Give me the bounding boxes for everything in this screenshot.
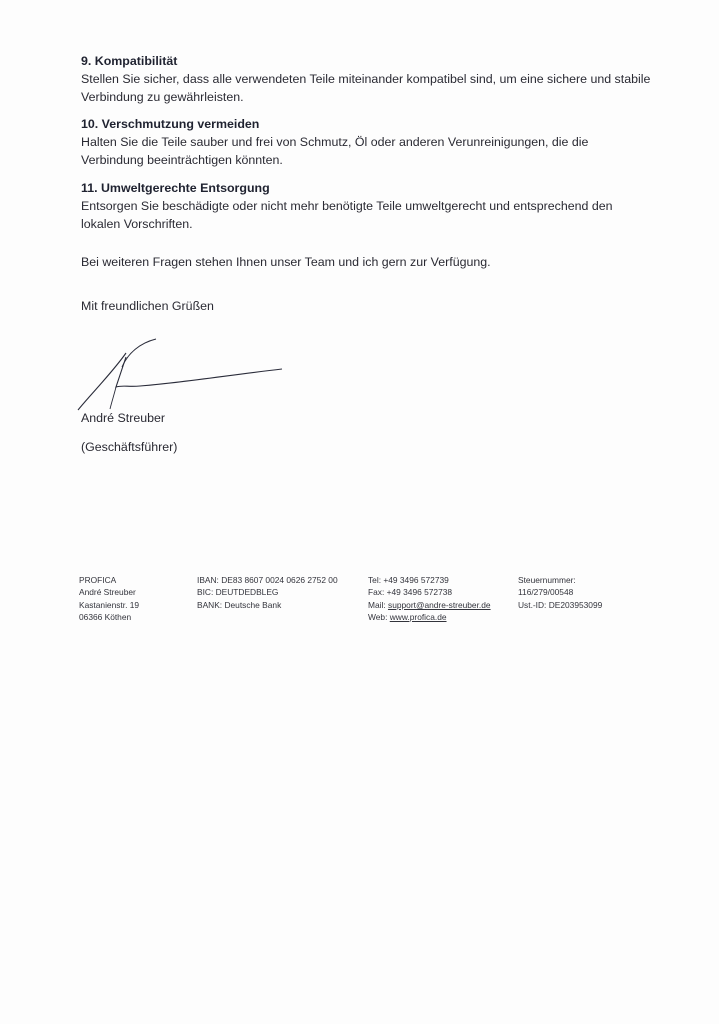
footer-tax (518, 574, 602, 611)
footer-bank (197, 574, 338, 611)
company-street: Kastanienstr. 19 (79, 599, 140, 610)
contact-web (368, 611, 491, 623)
web-link[interactable]: www.profica.de (389, 612, 447, 623)
web-label: Web: (368, 612, 390, 623)
contact-mail (368, 599, 491, 611)
bank-iban: IBAN: DE83 8607 0024 0626 2752 00 (197, 575, 338, 585)
company-name: PROFICA (79, 575, 117, 585)
contact-fax: Fax: +49 3496 572738 (368, 587, 453, 598)
mail-link[interactable]: support@andre-streuber.de (388, 599, 491, 610)
tax-vat: Ust.-ID: DE203953099 (518, 599, 603, 610)
tax-number: 116/279/00548 (518, 587, 574, 598)
section-heading: 9. Kompatibilität (81, 54, 178, 68)
company-person: André Streuber (79, 587, 136, 598)
section-avoid-dirt (81, 115, 651, 169)
section-heading: 10. Verschmutzung vermeiden (81, 117, 260, 131)
bank-name: BANK: Deutsche Bank (197, 599, 282, 610)
mail-label: Mail: (368, 599, 389, 610)
tax-label: Steuernummer: (518, 575, 576, 585)
section-compatibility (81, 52, 651, 106)
company-city: 06366 Köthen (79, 612, 132, 623)
section-heading: 11. Umweltgerechte Entsorgung (81, 181, 270, 195)
signer-role: (Geschäftsführer) (81, 440, 178, 454)
section-body: Stellen Sie sicher, dass alle verwendeten Teile miteinander kompatibel sind, um eine sichere und stabile Verbindung zu gewährleisten. (81, 72, 651, 104)
footer-company (79, 574, 139, 624)
section-disposal (81, 179, 651, 233)
signer-name: André Streuber (81, 411, 166, 425)
section-body: Halten Sie die Teile sauber und frei von Schmutz, Öl oder anderen Verunreinigungen, die die Verbindung beeinträchtigen könnten. (81, 135, 589, 167)
closing-greeting: Mit freundlichen Grüßen (81, 299, 214, 313)
section-body: Entsorgen Sie beschädigte oder nicht mehr benötigte Teile umweltgerecht und entsprechend den lokalen Vorschriften. (81, 199, 613, 231)
contact-tel: Tel: +49 3496 572739 (368, 575, 449, 585)
bank-bic: BIC: DEUTDEDBLEG (197, 587, 279, 598)
footer-contact (368, 574, 491, 624)
closing-questions: Bei weiteren Fragen stehen Ihnen unser Team und ich gern zur Verfügung. (81, 255, 491, 269)
